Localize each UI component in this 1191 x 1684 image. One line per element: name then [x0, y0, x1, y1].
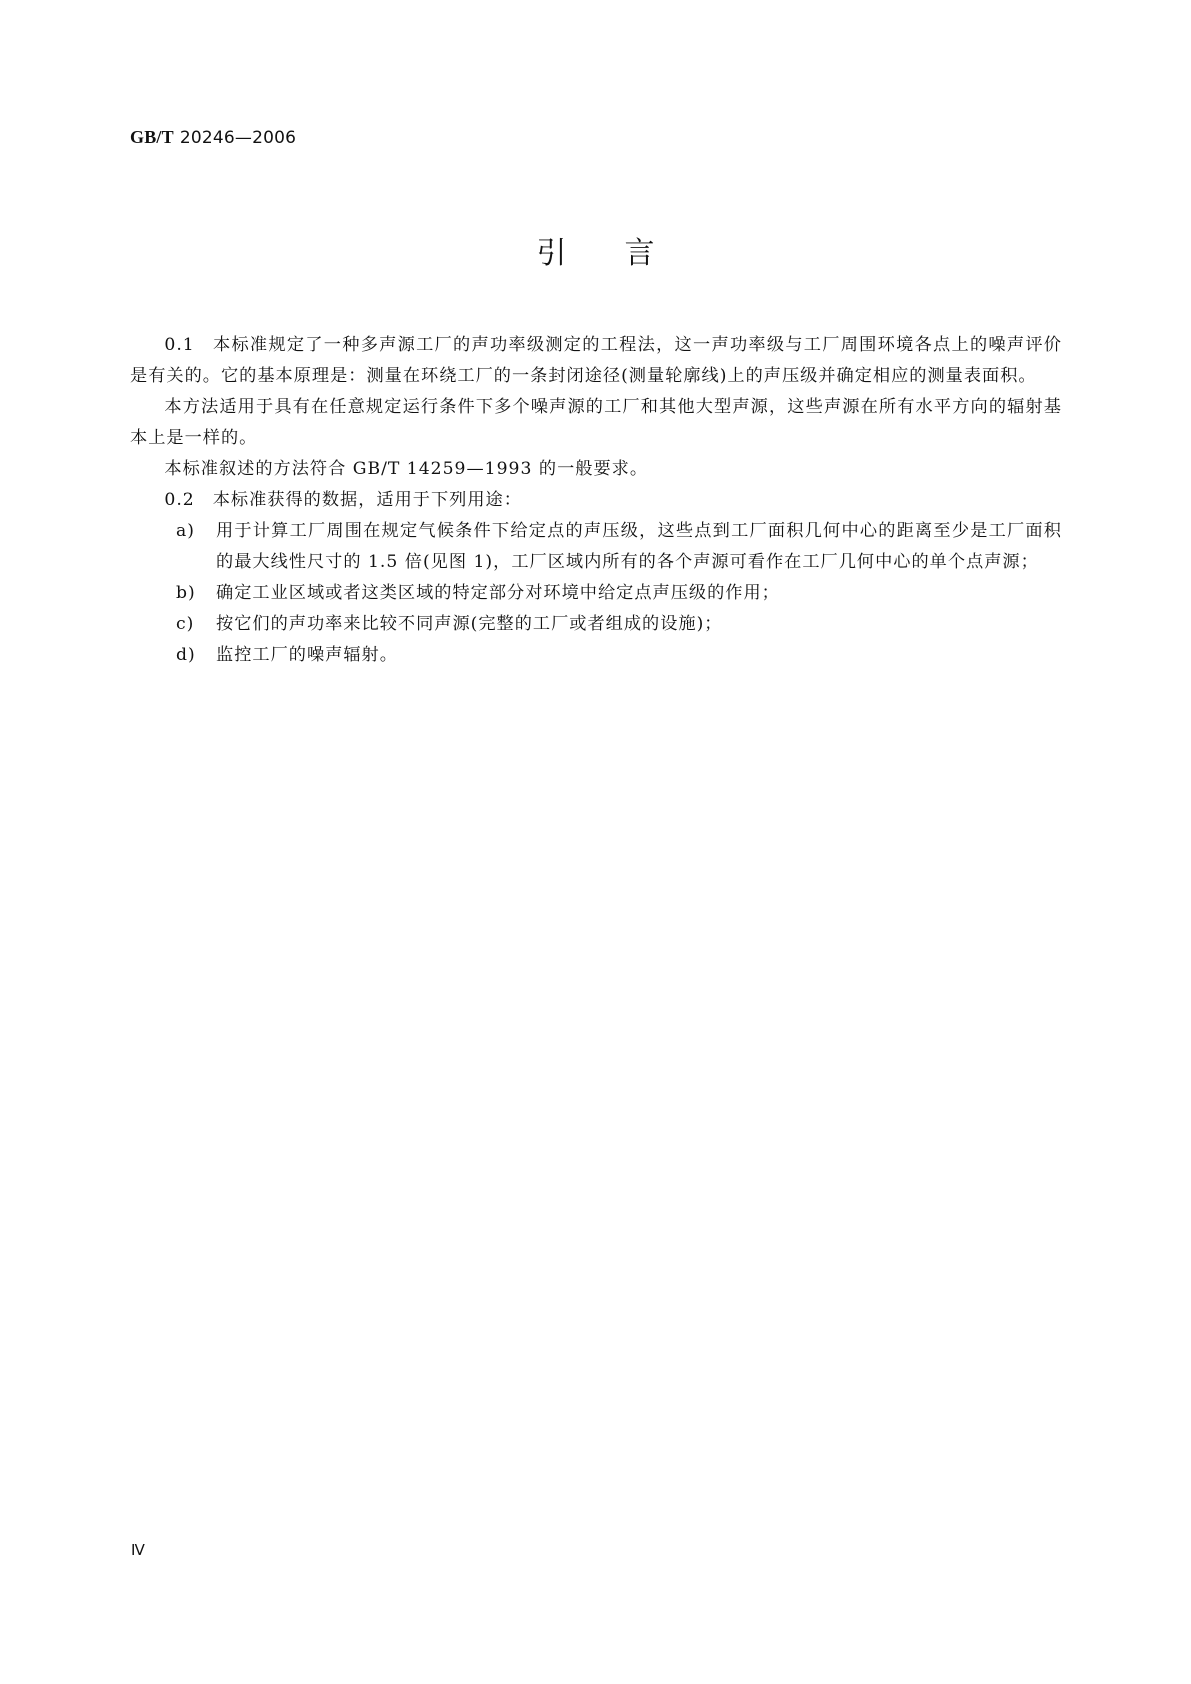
section-number-0-2: 0.2 [164, 490, 195, 510]
page-number: Ⅳ [131, 1543, 145, 1559]
body-text [130, 330, 1062, 671]
list-item-a-text: 用于计算工厂周围在规定气候条件下给定点的声压级，这些点到工厂面积几何中心的距离至少是工厂面积的最大线性尺寸的 1.5 倍(见图 1)，工厂区域内所有的各个声源可看作在工厂几何中心的单个点声源； [216, 521, 1062, 572]
section-number-0-1: 0.1 [164, 335, 195, 355]
paragraph-method-scope: 本方法适用于具有在任意规定运行条件下多个噪声源的工厂和其他大型声源，这些声源在所有水平方向的辐射基本上是一样的。 [130, 397, 1062, 448]
list-marker-d: d) [176, 645, 196, 665]
list-marker-a: a) [176, 521, 195, 541]
page-title: 引言 [536, 236, 713, 271]
standard-code-header [130, 127, 296, 148]
list-item-d-text: 监控工厂的噪声辐射。 [216, 645, 398, 665]
standard-code-number: 20246—2006 [179, 128, 297, 148]
list-item-c-text: 按它们的声功率来比较不同声源(完整的工厂或者组成的设施)； [216, 614, 723, 634]
paragraph-0-2 [130, 485, 1062, 516]
list-marker-c: c) [176, 614, 195, 634]
list-marker-b: b) [176, 583, 196, 603]
list-item-b-text: 确定工业区域或者这类区域的特定部分对环境中给定点声压级的作用； [216, 583, 780, 603]
paragraph-0-2-text: 本标准获得的数据，适用于下列用途： [212, 490, 522, 510]
paragraph-0-1 [130, 330, 1062, 392]
list-item-d [130, 640, 1062, 671]
paragraph-conformance: 本标准叙述的方法符合 GB/T 14259—1993 的一般要求。 [164, 459, 649, 479]
list-item-c [130, 609, 1062, 640]
paragraph-0-1-text: 本标准规定了一种多声源工厂的声功率级测定的工程法，这一声功率级与工厂周围环境各点上的噪声评价是有关的。它的基本原理是：测量在环绕工厂的一条封闭途径(测量轮廓线)上的声压级并确定相应的测量表面积。 [130, 335, 1062, 386]
list-item-a [130, 516, 1062, 578]
list-item-b [130, 578, 1062, 609]
standard-code-prefix: GB/T [130, 127, 174, 147]
